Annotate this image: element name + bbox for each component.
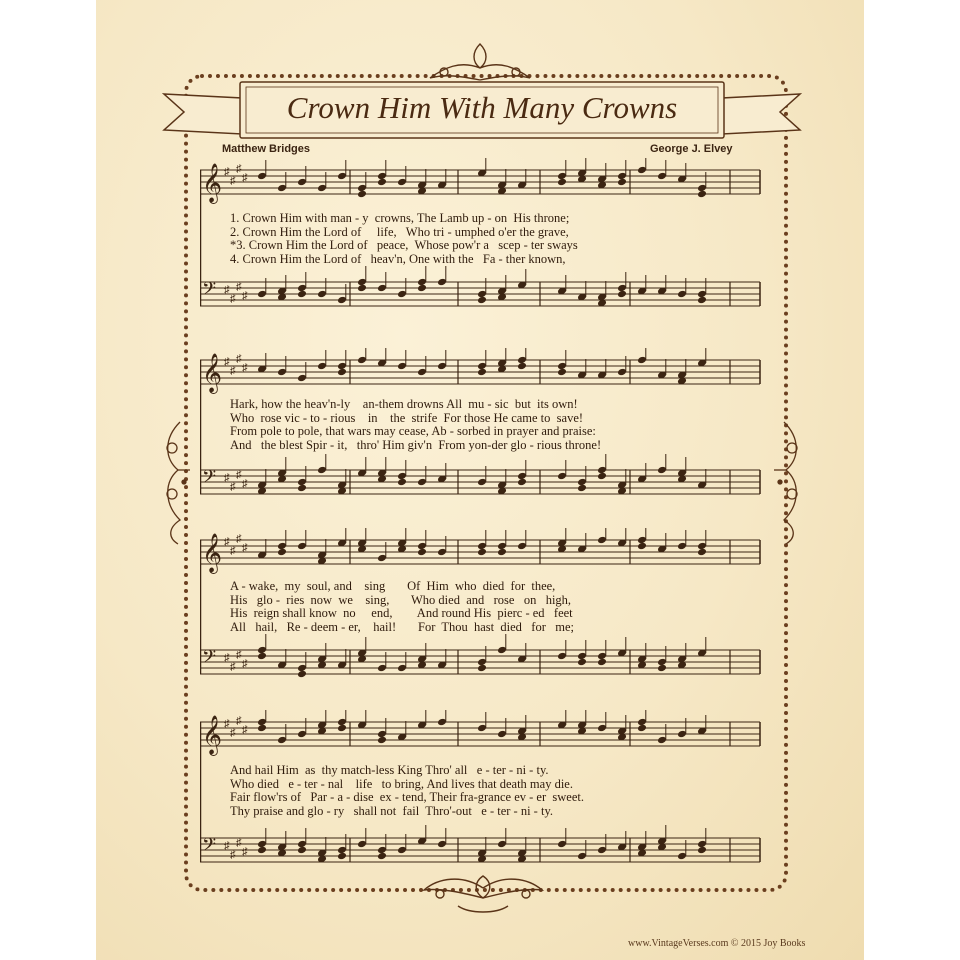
lyric-verse-4: Thy praise and glo - ry shall not fail Thro'-out e - ter - ni - ty. xyxy=(230,803,554,818)
sharp-icon: ♯ xyxy=(236,469,242,481)
sharp-icon: ♯ xyxy=(224,284,230,296)
lyrics-block xyxy=(230,580,760,634)
staff-0 xyxy=(200,158,760,204)
sharp-icon: ♯ xyxy=(230,481,236,493)
note-head xyxy=(637,542,647,551)
treble-clef-icon: 𝄞 xyxy=(202,533,223,573)
left-side-flourish-ornament xyxy=(150,418,194,548)
note-head xyxy=(257,652,267,661)
sharp-icon: ♯ xyxy=(224,166,230,178)
note-head xyxy=(557,368,567,377)
note-head xyxy=(257,846,267,855)
composer-credit: George J. Elvey xyxy=(650,143,733,155)
note-head xyxy=(337,724,347,733)
sharp-icon: ♯ xyxy=(242,172,248,184)
note-head xyxy=(257,724,267,733)
note-head xyxy=(697,548,707,557)
sharp-icon: ♯ xyxy=(236,281,242,293)
note-head xyxy=(577,484,587,493)
staff-0 xyxy=(200,710,760,756)
music-system-4 xyxy=(200,710,776,900)
sharp-icon: ♯ xyxy=(224,652,230,664)
note-head xyxy=(377,178,387,187)
note-head xyxy=(477,296,487,305)
bass-clef-icon: 𝄢 xyxy=(202,835,217,860)
note-head xyxy=(377,736,387,745)
sharp-icon: ♯ xyxy=(230,365,236,377)
staff-1 xyxy=(200,825,760,863)
note-head xyxy=(477,368,487,377)
lyric-verse-4: And the blest Spir - it, thro' Him giv'n From yon-der glo - rious throne! xyxy=(230,437,602,452)
note-head xyxy=(597,658,607,667)
note-head xyxy=(337,368,347,377)
treble-clef-icon: 𝄞 xyxy=(202,163,223,203)
sharp-icon: ♯ xyxy=(230,849,236,861)
note-head xyxy=(497,548,507,557)
note-head xyxy=(577,658,587,667)
sharp-icon: ♯ xyxy=(242,658,248,670)
sharp-icon: ♯ xyxy=(224,356,230,368)
note-head xyxy=(597,472,607,481)
note-head xyxy=(397,478,407,487)
bass-clef-icon: 𝄢 xyxy=(202,279,217,304)
note-head xyxy=(357,190,367,199)
lyric-verse-2: Who rose vic - to - rious in the strife For those He came to save! xyxy=(230,410,584,425)
note-head xyxy=(277,548,287,557)
note-head xyxy=(477,548,487,557)
note-head xyxy=(617,178,627,187)
lyrics-block xyxy=(230,764,760,818)
lyrics-block xyxy=(230,398,760,452)
staff-1 xyxy=(200,454,760,495)
lyrics-block xyxy=(230,212,760,266)
note-head xyxy=(517,362,527,371)
sharp-icon: ♯ xyxy=(230,293,236,305)
right-side-flourish-ornament xyxy=(770,418,814,548)
lyric-verse-2: Who died e - ter - nal life to bring, And lives that death may die. xyxy=(230,776,573,791)
note-head xyxy=(657,664,667,673)
sharp-icon: ♯ xyxy=(224,718,230,730)
lyric-verse-3: Fair flow'rs of Par - a - dise ex - tend, Their fra-grance ev - er sweet. xyxy=(230,790,584,804)
note-head xyxy=(517,478,527,487)
lyric-verse-1: 1. Crown Him with man - y crowns, The Lamb up - on His throne; xyxy=(230,211,570,225)
note-head xyxy=(377,852,387,861)
note-head xyxy=(297,290,307,299)
note-head xyxy=(297,670,307,679)
staff-1 xyxy=(200,266,760,307)
note-head xyxy=(297,846,307,855)
sharp-icon: ♯ xyxy=(236,837,242,849)
note-head xyxy=(417,548,427,557)
note-head xyxy=(697,190,707,199)
sharp-icon: ♯ xyxy=(224,536,230,548)
staff-0 xyxy=(200,528,760,574)
lyric-verse-2: 2. Crown Him the Lord of life, Who tri - umphed o'er the grave, xyxy=(230,224,569,239)
treble-clef-icon: 𝄞 xyxy=(202,715,223,755)
music-system-2 xyxy=(200,348,776,538)
lyric-verse-1: Hark, how the heav'n-ly an-them drowns All mu - sic but its own! xyxy=(230,397,578,411)
lyric-verse-3: From pole to pole, that wars may cease, Ab - sorbed in prayer and praise: xyxy=(230,424,596,438)
lyric-verse-3: His reign shall know no end, And round His pierc - ed feet xyxy=(230,606,573,620)
sharp-icon: ♯ xyxy=(236,353,242,365)
sharp-icon: ♯ xyxy=(242,362,248,374)
sharp-icon: ♯ xyxy=(230,661,236,673)
note-head xyxy=(357,284,367,293)
sharp-icon: ♯ xyxy=(230,175,236,187)
sharp-icon: ♯ xyxy=(242,542,248,554)
note-head xyxy=(617,290,627,299)
lyricist-credit: Matthew Bridges xyxy=(222,143,311,155)
note-head xyxy=(637,724,647,733)
note-head xyxy=(557,178,567,187)
sharp-icon: ♯ xyxy=(236,715,242,727)
lyric-verse-4: All hail, Re - deem - er, hail! For Thou hast died for me; xyxy=(230,619,574,634)
sharp-icon: ♯ xyxy=(224,472,230,484)
bass-clef-icon: 𝄢 xyxy=(202,647,217,672)
sharp-icon: ♯ xyxy=(230,727,236,739)
note-head xyxy=(337,852,347,861)
staff-0 xyxy=(200,348,760,394)
note-head xyxy=(297,484,307,493)
sharp-icon: ♯ xyxy=(242,724,248,736)
note-head xyxy=(417,284,427,293)
note-head xyxy=(697,296,707,305)
music-system-3 xyxy=(200,528,776,718)
treble-clef-icon: 𝄞 xyxy=(202,353,223,393)
lyric-verse-3: *3. Crown Him the Lord of peace, Whose pow'r a scep - ter sways xyxy=(230,238,578,252)
lyric-verse-1: A - wake, my soul, and sing Of Him who died for thee, xyxy=(230,579,556,593)
sharp-icon: ♯ xyxy=(242,846,248,858)
lyric-verse-1: And hail Him as thy match-less King Thro' all e - ter - ni - ty. xyxy=(230,763,549,777)
lyric-verse-2: His glo - ries now we sing, Who died and rose on high, xyxy=(230,592,572,607)
lyric-verse-4: 4. Crown Him the Lord of heav'n, One with the Fa - ther known, xyxy=(230,251,566,266)
bass-clef-icon: 𝄢 xyxy=(202,467,217,492)
sharp-icon: ♯ xyxy=(242,290,248,302)
sharp-icon: ♯ xyxy=(236,649,242,661)
sharp-icon: ♯ xyxy=(224,840,230,852)
note-head xyxy=(477,664,487,673)
sharp-icon: ♯ xyxy=(242,478,248,490)
note-head xyxy=(697,846,707,855)
copyright-footer: www.VintageVerses.com © 2015 Joy Books xyxy=(628,938,806,949)
sharp-icon: ♯ xyxy=(230,545,236,557)
hymn-title: Crown Him With Many Crowns xyxy=(286,90,678,125)
sharp-icon: ♯ xyxy=(236,163,242,175)
sharp-icon: ♯ xyxy=(236,533,242,545)
staff-1 xyxy=(200,634,760,678)
music-system-1 xyxy=(200,158,776,348)
